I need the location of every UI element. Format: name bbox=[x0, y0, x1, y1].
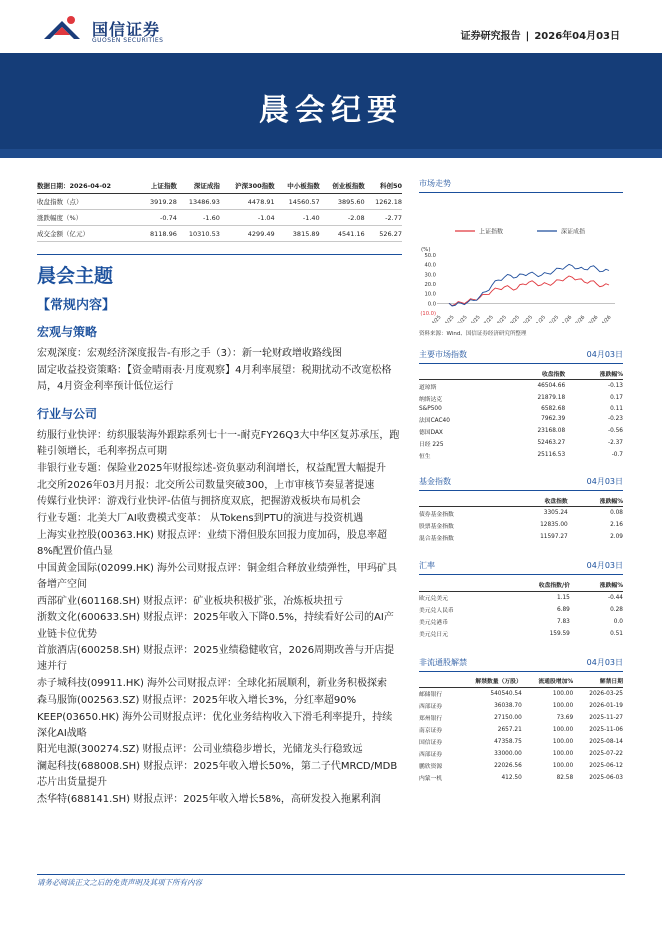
column-header: 涨跌幅% bbox=[568, 494, 623, 507]
table-cell: 6.89 bbox=[556, 606, 570, 613]
report-item[interactable]: 阳光电源(300274.SZ) 财报点评：公司业绩稳步增长，光储龙头行稳致远 bbox=[37, 744, 363, 756]
report-type: 证券研究报告 bbox=[460, 31, 521, 42]
table-cell: 100.00 bbox=[552, 738, 574, 745]
table-cell: 2025-11-06 bbox=[589, 726, 623, 733]
table-cell: 3305.24 bbox=[543, 510, 568, 517]
table-cell: 11597.27 bbox=[540, 534, 568, 541]
table-row bbox=[419, 380, 623, 393]
report-item[interactable]: 中国黄金国际(02099.HK) 海外公司财报点评：铜金组合释放业绩弹性，甲玛矿具备增产空间 bbox=[37, 562, 398, 590]
left-column bbox=[37, 178, 402, 809]
brand-name-en: GUOSEN SECURITIES bbox=[92, 37, 164, 44]
report-date: 2026年04月03日 bbox=[534, 31, 620, 42]
table-cell: 412.50 bbox=[501, 774, 522, 781]
column-header bbox=[419, 494, 502, 507]
section-heading: 行业与公司 bbox=[37, 407, 98, 422]
table-cell: 4478.91 bbox=[220, 194, 275, 210]
table-cell: -2.77 bbox=[365, 210, 402, 226]
y-tick-label: 10.0 bbox=[424, 291, 436, 298]
row-label: 西部证券 bbox=[419, 704, 443, 711]
row-label: 欧元兑美元 bbox=[419, 596, 448, 603]
table-row bbox=[419, 736, 623, 748]
row-label: 美元兑人民币 bbox=[419, 608, 454, 615]
x-tick-label: 7/25 bbox=[483, 314, 495, 323]
main-subtitle: 【常规内容】 bbox=[37, 298, 116, 313]
row-label: 德国DAX bbox=[419, 429, 443, 436]
table-cell: 100.00 bbox=[552, 702, 574, 709]
table-cell: 540540.54 bbox=[490, 690, 522, 697]
row-label: 道琼斯 bbox=[419, 384, 437, 391]
table-cell: 27150.00 bbox=[494, 714, 522, 721]
page-header bbox=[0, 0, 662, 53]
unlock-date: 04月03日 bbox=[586, 657, 623, 667]
report-item[interactable]: 纺服行业快评：纺织服装海外跟踪系列七十一-耐克FY26Q3大中华区复苏承压，跑鞋引领增长，毛利率拐点可期 bbox=[37, 430, 400, 458]
chart-heading bbox=[419, 178, 623, 193]
table-cell: 2025-06-03 bbox=[589, 774, 623, 781]
row-label: 股票基金指数 bbox=[419, 523, 454, 530]
table-row bbox=[419, 531, 623, 543]
table-row bbox=[419, 449, 623, 461]
table-cell: 22026.56 bbox=[494, 762, 522, 769]
report-item[interactable]: 固定收益投资策略：【资金晴雨表·月度观察】4月利率展望：税期扰动不改宽松格局，4月资金利率预计低位运行 bbox=[37, 364, 392, 392]
y-tick-label: 30.0 bbox=[424, 272, 436, 279]
table-cell: 3895.60 bbox=[320, 194, 365, 210]
table-cell: 36038.70 bbox=[494, 702, 522, 709]
column-header: 解禁数量（万股） bbox=[453, 675, 522, 688]
x-tick-label: 6/25 bbox=[469, 314, 482, 323]
footer-disclaimer: 请务必阅读正文之后的免责声明及其项下所有内容 bbox=[37, 878, 202, 887]
table-cell: 3815.89 bbox=[275, 226, 320, 242]
report-item[interactable]: 杰华特(688141.SH) 财报点评：2025年收入增长58%，高研发投入拖累利润 bbox=[37, 794, 381, 806]
table-row bbox=[419, 392, 623, 404]
report-item[interactable]: 传媒行业快评：游戏行业快评-估值与拥挤度双底，把握游戏板块布局机会 bbox=[37, 496, 361, 508]
table-row bbox=[419, 437, 623, 449]
table-cell: 0.17 bbox=[610, 395, 623, 402]
x-tick-label: 12/25 bbox=[546, 314, 561, 323]
table-row bbox=[419, 591, 623, 604]
section-industry bbox=[37, 405, 402, 808]
report-item[interactable]: 西部矿业(601168.SH) 财报点评：矿业板块积极扩张，冶炼板块扭亏 bbox=[37, 595, 344, 607]
header-separator: | bbox=[525, 31, 530, 42]
table-row bbox=[37, 226, 402, 242]
row-label: 债券基金指数 bbox=[419, 511, 454, 518]
table-cell: 10310.53 bbox=[177, 226, 220, 242]
report-item[interactable]: 北交所2026年03月月报：北交所公司数量突破300，上市审核节奏显著提速 bbox=[37, 479, 375, 491]
table-cell: -0.13 bbox=[608, 383, 623, 390]
report-item[interactable]: 非银行业专题：保险业2025年财报综述-资负驱动利润增长，权益配置大幅提升 bbox=[37, 463, 387, 475]
table-cell: 82.58 bbox=[556, 774, 574, 781]
table-cell: 4299.49 bbox=[220, 226, 275, 242]
index-column-header: 沪深300指数 bbox=[220, 178, 275, 194]
table-cell: 100.00 bbox=[552, 762, 574, 769]
fund-indices-date: 04月03日 bbox=[586, 477, 623, 487]
table-cell: -0.74 bbox=[140, 210, 177, 226]
row-label: 纳斯达克 bbox=[419, 396, 443, 403]
table-header-row bbox=[419, 675, 623, 688]
table-row bbox=[419, 425, 623, 437]
row-label: 邮储银行 bbox=[419, 692, 443, 699]
brand-name: 国信证券 bbox=[92, 20, 161, 39]
banner-stripe bbox=[0, 149, 662, 158]
x-tick-label: 3/26 bbox=[587, 314, 600, 323]
table-cell: 2.16 bbox=[610, 522, 623, 529]
column-header: 收盘指数/价 bbox=[499, 578, 570, 591]
row-label: S&P500 bbox=[419, 405, 442, 412]
table-row bbox=[419, 604, 623, 616]
series-line-shanghai bbox=[449, 276, 609, 306]
table-cell: 47358.75 bbox=[494, 738, 522, 745]
table-cell: 0.11 bbox=[610, 405, 623, 412]
table-cell: -0.44 bbox=[608, 594, 623, 601]
column-header: 涨跌幅% bbox=[570, 578, 623, 591]
fund-indices-table bbox=[419, 494, 623, 543]
table-cell: 159.59 bbox=[549, 630, 570, 637]
row-label: 成交金额（亿元） bbox=[37, 226, 140, 242]
table-cell: 3919.28 bbox=[140, 194, 177, 210]
index-column-header: 中小板指数 bbox=[275, 178, 320, 194]
index-column-header: 深证成指 bbox=[177, 178, 220, 194]
table-header-row bbox=[419, 578, 623, 591]
table-row bbox=[419, 700, 623, 712]
table-cell: -2.37 bbox=[608, 440, 623, 447]
x-tick-label: 11/25 bbox=[533, 314, 548, 323]
legend-label: 上证指数 bbox=[479, 228, 504, 236]
row-label: 美元兑日元 bbox=[419, 632, 448, 639]
unlock-table bbox=[419, 675, 623, 784]
main-title: 晨会主题 bbox=[37, 254, 402, 288]
major-indices-table bbox=[419, 367, 623, 461]
table-row bbox=[419, 760, 623, 772]
row-label: 南京证券 bbox=[419, 728, 443, 735]
table-cell: 1.15 bbox=[556, 594, 570, 601]
table-cell: -0.56 bbox=[608, 428, 623, 435]
table-cell: 4541.16 bbox=[320, 226, 365, 242]
table-cell: 14560.57 bbox=[275, 194, 320, 210]
row-label: 内蒙一机 bbox=[419, 776, 443, 783]
y-tick-label: 50.0 bbox=[424, 253, 436, 259]
table-cell: 2025-07-22 bbox=[589, 750, 623, 757]
table-row bbox=[419, 413, 623, 425]
table-row bbox=[419, 507, 623, 520]
major-indices-date: 04月03日 bbox=[586, 350, 623, 359]
table-cell: 23168.08 bbox=[537, 428, 566, 435]
report-item[interactable]: 行业专题：北美大厂AI收费模式变革： 从Tokens到PTU的演进与投资机遇 bbox=[37, 513, 364, 525]
table-cell: 25116.53 bbox=[537, 452, 566, 459]
column-header bbox=[419, 578, 499, 591]
table-cell: 13486.93 bbox=[177, 194, 220, 210]
report-item[interactable]: 首旅酒店(600258.SH) 财报点评：2025业绩稳健收官，2026周期改善与开店提速并行 bbox=[37, 645, 395, 673]
report-item[interactable]: 浙数文化(600633.SH) 财报点评：2025年收入下降0.5%，持续看好公司的AI产业链卡位优势 bbox=[37, 612, 394, 640]
chart-source: 资料来源：Wind、国信证券经济研究所整理 bbox=[419, 331, 527, 337]
table-cell: -0.7 bbox=[611, 452, 623, 459]
section-macro bbox=[37, 323, 402, 395]
table-cell: -1.40 bbox=[275, 210, 320, 226]
table-cell: 100.00 bbox=[552, 690, 574, 697]
table-cell: 7962.39 bbox=[541, 416, 566, 423]
table-cell: 0.0 bbox=[613, 618, 623, 625]
column-header: 涨跌幅% bbox=[565, 367, 623, 380]
column-header: 解禁日期 bbox=[573, 675, 623, 688]
table-cell: 12835.00 bbox=[540, 522, 568, 529]
report-item[interactable]: 澜起科技(688008.SH) 财报点评：2025年收入增长50%，第二子代MRCD/MDB芯片出货量提升 bbox=[37, 761, 398, 789]
report-item[interactable]: 上海实业控股(00363.HK) 财报点评：业绩下滑但股东回报力度加码，股息率超8%配置价值凸显 bbox=[37, 529, 388, 558]
table-cell: 1262.18 bbox=[365, 194, 402, 210]
x-tick-label: M/25 bbox=[429, 314, 443, 323]
table-cell: 2025-11-27 bbox=[589, 714, 623, 721]
table-cell: -2.08 bbox=[320, 210, 365, 226]
table-cell: 100.00 bbox=[552, 726, 574, 733]
report-meta bbox=[461, 27, 620, 42]
chart-heading-label: 市场走势 bbox=[419, 179, 451, 188]
table-cell: -0.23 bbox=[608, 416, 623, 423]
table-cell: 2025-08-14 bbox=[589, 738, 623, 745]
x-tick-label: 4/25 bbox=[443, 314, 456, 323]
table-cell: 33000.00 bbox=[494, 750, 522, 757]
table-cell: 2026-01-19 bbox=[589, 702, 623, 709]
table-header-row bbox=[419, 367, 623, 380]
x-tick-label: 9/25 bbox=[509, 314, 521, 323]
column-header bbox=[419, 675, 453, 688]
fx-date: 04月03日 bbox=[586, 561, 623, 571]
page-title: 晨会纪要 bbox=[259, 93, 403, 128]
x-tick-label: 4/26 bbox=[600, 314, 613, 323]
brand-logo-icon bbox=[40, 13, 84, 45]
row-label: 国信证券 bbox=[419, 740, 443, 747]
row-label: 美元兑港币 bbox=[419, 620, 448, 627]
table-row bbox=[419, 687, 623, 700]
fx-heading bbox=[419, 560, 623, 575]
row-label: 混合基金指数 bbox=[419, 535, 454, 542]
table-row bbox=[419, 748, 623, 760]
table-cell: 2026-03-25 bbox=[589, 690, 623, 697]
table-cell: 2657.21 bbox=[497, 726, 522, 733]
table-cell: 0.28 bbox=[610, 606, 623, 613]
table-row bbox=[37, 194, 402, 210]
fund-indices-label: 基金指数 bbox=[419, 477, 451, 487]
x-tick-label: 1/26 bbox=[561, 314, 574, 323]
y-tick-label: 0.0 bbox=[427, 301, 436, 308]
table-cell: 0.51 bbox=[610, 630, 623, 637]
index-column-header: 科创50 bbox=[365, 178, 402, 194]
column-header: 收盘指数 bbox=[502, 494, 568, 507]
index-column-header: 创业板指数 bbox=[320, 178, 365, 194]
fx-label: 汇率 bbox=[419, 561, 435, 571]
table-row bbox=[419, 724, 623, 736]
report-item[interactable]: 森马服饰(002563.SZ) 财报点评：2025年收入增长3%，分红率超90% bbox=[37, 694, 357, 706]
major-indices-label: 主要市场指数 bbox=[419, 350, 467, 359]
table-cell: 2.09 bbox=[610, 534, 623, 541]
y-tick-label: (10.0) bbox=[420, 311, 436, 317]
table-cell: 7.83 bbox=[556, 618, 570, 625]
row-label: 收盘指数（点） bbox=[37, 194, 140, 210]
section-heading: 宏观与策略 bbox=[37, 325, 98, 339]
x-tick-label: 8/25 bbox=[496, 314, 508, 323]
table-cell: 52463.27 bbox=[537, 440, 566, 447]
report-item[interactable]: 宏观深度：宏观经济深度报告-有形之手（3）：新一轮财政增收路线图 bbox=[37, 348, 342, 359]
table-cell: 46504.66 bbox=[537, 383, 566, 390]
footer-divider bbox=[37, 874, 625, 875]
major-indices-heading bbox=[419, 349, 623, 364]
row-label: 西部证券 bbox=[419, 752, 443, 759]
row-label: 恒生 bbox=[419, 453, 431, 460]
column-header: 收盘指数 bbox=[496, 367, 565, 380]
y-tick-label: 40.0 bbox=[424, 262, 436, 269]
fund-indices-heading bbox=[419, 476, 623, 491]
table-cell: 73.69 bbox=[556, 714, 574, 721]
table-cell: 0.08 bbox=[610, 510, 623, 517]
report-item[interactable]: KEEP(03650.HK) 海外公司财报点评：优化业务结构收入下滑毛利率提升，持续深化AI战略 bbox=[37, 711, 393, 739]
table-cell: 100.00 bbox=[552, 750, 574, 757]
index-table bbox=[37, 178, 402, 242]
table-cell: -1.04 bbox=[220, 210, 275, 226]
row-label: 日经 225 bbox=[419, 441, 444, 448]
fx-table bbox=[419, 578, 623, 639]
unlock-label: 非流通股解禁 bbox=[419, 657, 467, 667]
market-trend-chart bbox=[419, 193, 623, 323]
table-cell: 21879.18 bbox=[537, 395, 566, 402]
legend-label: 深证成指 bbox=[561, 228, 586, 236]
index-column-header: 上证指数 bbox=[140, 178, 177, 194]
y-axis-label: (%) bbox=[421, 247, 431, 253]
table-row bbox=[419, 404, 623, 413]
table-cell: 8118.96 bbox=[140, 226, 177, 242]
title-banner bbox=[0, 53, 662, 158]
row-label: 郑州银行 bbox=[419, 716, 443, 723]
unlock-heading bbox=[419, 657, 623, 672]
x-tick-label: 10/25 bbox=[520, 314, 535, 323]
column-header: 流通股增加% bbox=[522, 675, 573, 688]
table-row bbox=[419, 712, 623, 724]
x-tick-label: 2/26 bbox=[574, 314, 587, 323]
data-date-header: 数据日期：2026-04-02 bbox=[37, 178, 140, 194]
x-tick-label: 5/25 bbox=[456, 314, 469, 323]
row-label: 法国CAC40 bbox=[419, 417, 450, 424]
row-label: 涨跌幅度（%） bbox=[37, 210, 140, 226]
index-table-header bbox=[37, 178, 402, 194]
y-tick-label: 20.0 bbox=[424, 282, 436, 288]
table-row bbox=[37, 210, 402, 226]
right-column bbox=[419, 178, 623, 784]
table-row bbox=[419, 628, 623, 640]
report-item[interactable]: 赤子城科技(09911.HK) 海外公司财报点评：全球化拓展顺利，新业务积极探索 bbox=[37, 678, 388, 690]
row-label: 鹏欣资源 bbox=[419, 764, 443, 771]
table-row bbox=[419, 772, 623, 784]
table-cell: 526.27 bbox=[365, 226, 402, 242]
table-cell: 2025-06-12 bbox=[589, 762, 623, 769]
table-cell: 6582.68 bbox=[541, 405, 566, 412]
table-header-row bbox=[419, 494, 623, 507]
table-row bbox=[419, 616, 623, 628]
column-header bbox=[419, 367, 496, 380]
table-cell: -1.60 bbox=[177, 210, 220, 226]
table-row bbox=[419, 519, 623, 531]
